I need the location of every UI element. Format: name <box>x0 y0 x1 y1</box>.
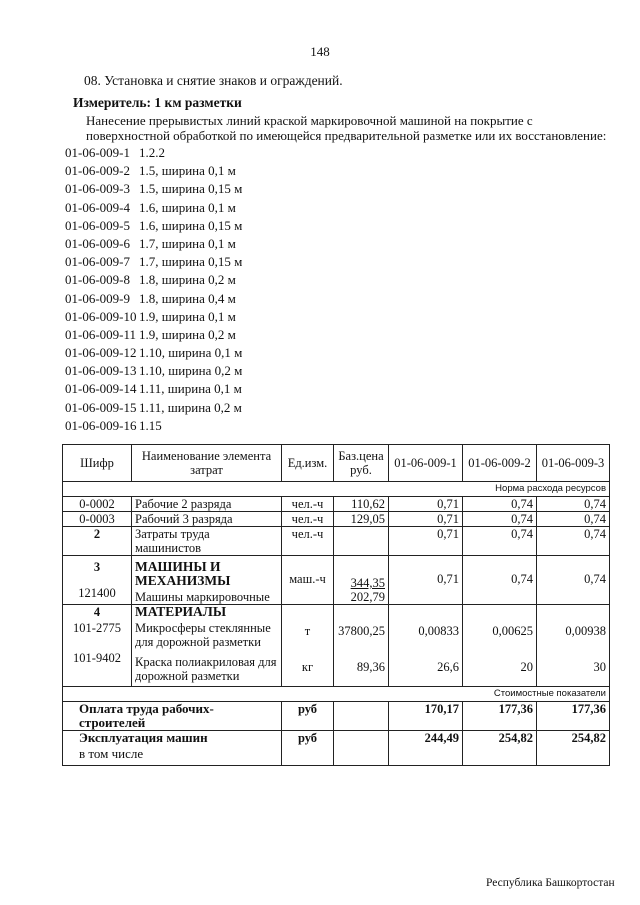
header-name: Наименование элемента затрат <box>132 445 282 482</box>
machine-name: Машины маркировочные <box>135 590 270 604</box>
cell-price <box>334 605 389 687</box>
list-item <box>65 381 242 399</box>
cell-unit: чел.-ч <box>282 497 334 512</box>
code: 01-06-009-9 <box>65 290 130 306</box>
cell-v1: 0,71 <box>389 556 463 605</box>
cell-unit <box>282 605 334 687</box>
list-item <box>65 400 242 418</box>
cost-label: Стоимостные показатели <box>63 687 610 702</box>
cell-name <box>132 605 282 687</box>
cell-v2: 0,74 <box>463 527 537 556</box>
code: 01-06-009-1 <box>65 145 130 160</box>
material-v2: 0,00625 <box>492 624 533 638</box>
cost-name: Эксплуатация машин <box>79 730 208 745</box>
cell-v2: 0,74 <box>463 512 537 527</box>
list-item <box>65 345 242 363</box>
material-price: 37800,25 <box>338 624 385 638</box>
cell-v2 <box>463 605 537 687</box>
material-v3: 30 <box>593 660 606 674</box>
resource-table <box>62 444 610 766</box>
cost-price <box>334 702 389 731</box>
cell-v3 <box>537 605 610 687</box>
cell-name: Рабочие 2 разряда <box>132 497 282 512</box>
code: 01-06-009-8 <box>65 272 130 288</box>
list-item <box>65 254 242 272</box>
description: Нанесение прерывистых линий краской маркировочной машиной на покрытие с поверхностной обработкой по имеющейся предварительной разметке или их восстановление: <box>86 113 607 143</box>
cell-name: Рабочий 3 разряда <box>132 512 282 527</box>
cell-unit: маш.-ч <box>282 556 334 605</box>
cell-price <box>334 527 389 556</box>
code-desc: 1.10, ширина 0,1 м <box>139 345 243 361</box>
cell-v3: 0,74 <box>537 527 610 556</box>
cost-v3: 177,36 <box>537 702 610 731</box>
code: 01-06-009-10 <box>65 308 137 324</box>
table-row <box>63 605 610 687</box>
cell-v3: 0,74 <box>537 497 610 512</box>
material-name: Краска полиакриловая для дорожной разметки <box>135 655 277 683</box>
cell-price: 110,62 <box>334 497 389 512</box>
cost-v1: 170,17 <box>389 702 463 731</box>
cost-v1: 244,49 <box>389 731 463 766</box>
code-desc: 1.6, ширина 0,15 м <box>139 217 243 233</box>
material-v3: 0,00938 <box>565 624 606 638</box>
cost-v3: 254,82 <box>537 731 610 766</box>
norm-row <box>63 482 610 497</box>
list-item <box>65 309 242 327</box>
code-desc: 1.7, ширина 0,1 м <box>139 235 236 251</box>
cell-name: Затраты труда машинистов <box>132 527 282 556</box>
table-row <box>63 731 610 766</box>
code: 01-06-009-7 <box>65 254 130 270</box>
group-title: МАТЕРИАЛЫ <box>135 604 227 619</box>
code: 01-06-009-5 <box>65 217 130 233</box>
cell-v3: 0,74 <box>537 512 610 527</box>
cell-code <box>63 556 132 605</box>
code-desc: 1.8, ширина 0,2 м <box>139 272 236 288</box>
list-item <box>65 418 242 436</box>
code-desc: 1.11, ширина 0,2 м <box>139 399 242 415</box>
cell-v1: 0,71 <box>389 497 463 512</box>
cell-v1: 0,71 <box>389 512 463 527</box>
code-desc: 1.2.2 <box>139 145 165 160</box>
code: 01-06-009-11 <box>65 326 137 342</box>
table-row <box>63 497 610 512</box>
cell-code: 0-0003 <box>63 512 132 527</box>
list-item <box>65 236 242 254</box>
code-desc: 1.10, ширина 0,2 м <box>139 363 243 379</box>
material-v1: 0,00833 <box>418 624 459 638</box>
material-v2: 20 <box>520 660 533 674</box>
cost-row-label <box>63 687 610 702</box>
material-v1: 26,6 <box>437 660 459 674</box>
list-item <box>65 145 242 163</box>
list-item <box>65 291 242 309</box>
material-price: 89,36 <box>356 660 385 674</box>
list-item <box>65 200 242 218</box>
cost-sub: в том числе <box>79 746 144 761</box>
code: 01-06-009-4 <box>65 199 130 215</box>
table-row <box>63 527 610 556</box>
material-code: 101-2775 <box>73 621 121 635</box>
cost-v2: 254,82 <box>463 731 537 766</box>
code-desc: 1.9, ширина 0,1 м <box>139 308 236 324</box>
machine-code: 121400 <box>78 586 116 600</box>
list-item <box>65 272 242 290</box>
cell-unit: чел.-ч <box>282 527 334 556</box>
cost-name: Оплата труда рабочих-строителей <box>63 702 282 731</box>
code-desc: 1.11, ширина 0,1 м <box>139 381 242 397</box>
code-desc: 1.15 <box>139 417 162 433</box>
header-col2: 01-06-009-2 <box>463 445 537 482</box>
header-col3: 01-06-009-3 <box>537 445 610 482</box>
code: 01-06-009-13 <box>65 363 137 379</box>
material-unit: т <box>304 624 311 638</box>
list-item <box>65 363 242 381</box>
code: 01-06-009-3 <box>65 181 130 197</box>
table-header-row <box>63 445 610 482</box>
code-desc: 1.8, ширина 0,4 м <box>139 290 236 306</box>
table-row <box>63 512 610 527</box>
cost-name-cell <box>63 731 282 766</box>
cell-v2: 0,74 <box>463 497 537 512</box>
list-item <box>65 181 242 199</box>
list-item <box>65 163 242 181</box>
code: 01-06-009-16 <box>65 417 137 433</box>
cost-unit: руб <box>282 731 334 766</box>
cell-v2: 0,74 <box>463 556 537 605</box>
code: 01-06-009-15 <box>65 399 137 415</box>
cell-code: 2 <box>63 527 132 556</box>
code: 01-06-009-2 <box>65 163 130 179</box>
code-desc: 1.7, ширина 0,15 м <box>139 254 243 270</box>
code-desc: 1.5, ширина 0,15 м <box>139 181 243 197</box>
cost-unit: руб <box>282 702 334 731</box>
cell-name <box>132 556 282 605</box>
page-number: 148 <box>310 44 330 59</box>
cell-code <box>63 605 132 687</box>
cell-v3: 0,74 <box>537 556 610 605</box>
table-row <box>63 702 610 731</box>
material-name: Микросферы стеклянные для дорожной разметки <box>135 621 271 649</box>
material-unit: кг <box>301 660 314 674</box>
group-number: 3 <box>93 560 101 574</box>
table-row <box>63 556 610 605</box>
code-desc: 1.5, ширина 0,1 м <box>139 163 236 179</box>
header-unit: Ед.изм. <box>282 445 334 482</box>
cell-price: 129,05 <box>334 512 389 527</box>
header-col1: 01-06-009-1 <box>389 445 463 482</box>
section-title: 08. Установка и снятие знаков и ограждений. <box>84 73 343 88</box>
cell-unit: чел.-ч <box>282 512 334 527</box>
code: 01-06-009-12 <box>65 345 137 361</box>
header-code: Шифр <box>63 445 132 482</box>
code-desc: 1.6, ширина 0,1 м <box>139 199 236 215</box>
group-title: МАШИНЫ И МЕХАНИЗМЫ <box>135 559 231 588</box>
code-list <box>65 145 242 436</box>
cost-v2: 177,36 <box>463 702 537 731</box>
cell-v1: 0,71 <box>389 527 463 556</box>
measure-label: Измеритель: 1 км разметки <box>73 95 242 110</box>
list-item <box>65 218 242 236</box>
footer-region: Республика Башкортостан <box>486 877 615 889</box>
group-number: 4 <box>93 605 101 619</box>
code: 01-06-009-6 <box>65 235 130 251</box>
cell-price <box>334 556 389 605</box>
code: 01-06-009-14 <box>65 381 137 397</box>
material-code: 101-9402 <box>73 651 121 665</box>
header-price: Баз.цена руб. <box>334 445 389 482</box>
price-secondary: 202,79 <box>350 590 385 604</box>
list-item <box>65 327 242 345</box>
norm-label: Норма расхода ресурсов <box>63 482 610 497</box>
cost-price <box>334 731 389 766</box>
code-desc: 1.9, ширина 0,2 м <box>139 326 236 342</box>
cell-code: 0-0002 <box>63 497 132 512</box>
cell-v1 <box>389 605 463 687</box>
price-primary: 344,35 <box>350 576 385 590</box>
